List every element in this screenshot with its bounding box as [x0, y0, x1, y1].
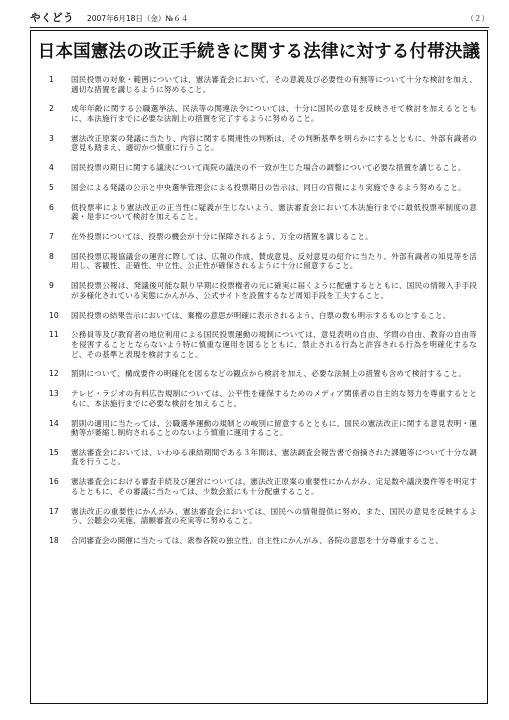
resolution-item	[47, 232, 477, 242]
item-text: 公務員等及び教育者の地位利用による国民投票運動の規制については、意見表明の自由、学問の自由、教育の自由等を侵害することとならないよう特に慎重な運用を図るとともに、禁止される行為と許容される行為を明確化するなど、その基準と表現を検討すること。	[71, 330, 477, 359]
item-text: 罰則について、構成要件の明確化を図るなどの観点から検討を加え、必要な法制上の措置も含めて検討すること。	[71, 369, 467, 379]
resolution-item	[47, 419, 477, 438]
issue-date: 2007年6月18日（金）№６４	[87, 14, 189, 23]
item-text: 国民投票広報協議会の運営に際しては、広報の作成、賛成意見、反対意見の紹介に当たり、外部有識者の知見等を活用し、客観性、正確性、中立性、公正性が確保されるように十分に留意すること。	[71, 251, 477, 271]
item-text: 成年年齢に関する公職選挙法、民法等の関連法令については、十分に国民の意見を反映させて検討を加えるとともに、本法施行までに必要な法制上の措置を完了するように努めること。	[71, 104, 477, 123]
resolution-item	[47, 75, 477, 94]
resolution-item	[47, 448, 477, 467]
item-text: 国会による発議の公示と中央選挙管理会による投票期日の告示は、同日の官報により実施できるよう努めること。	[71, 182, 466, 192]
item-text: 罰則の適用に当たっては、公職選挙運動の規制との峻別に留意するとともに、国民の憲法改正に関する意見表明・運動等が萎縮し制約されることのないよう慎重に運用すること。	[71, 418, 477, 438]
item-number: 14	[49, 418, 59, 428]
item-number: 2	[49, 104, 54, 114]
resolution-list	[47, 75, 477, 556]
newsletter-logo: やくどう	[30, 12, 74, 24]
resolution-item	[47, 134, 477, 153]
item-number: 8	[49, 251, 54, 261]
item-number: 13	[49, 389, 59, 399]
item-number: 3	[49, 133, 54, 143]
document-title: 日本国憲法の改正手続きに関する法律に対する付帯決議	[37, 42, 481, 62]
header-divider	[30, 27, 489, 28]
resolution-item	[47, 252, 477, 271]
resolution-item	[47, 477, 477, 496]
item-number: 12	[49, 369, 59, 379]
item-text: 在外投票については、投票の機会が十分に保障されるよう、万全の措置を講じること。	[71, 232, 373, 242]
page-header	[30, 12, 489, 26]
page-number: （２）	[466, 14, 489, 23]
item-text: 国民投票の対象・範囲については、憲法審査会において、その意義及び必要性の有無等について十分な検討を加え、適切な措置を講じるように努めること。	[71, 75, 477, 94]
resolution-item	[47, 330, 477, 359]
item-text: 国民投票の期日に関する議決について両院の議決の不一致が生じた場合の調整について必要な措置を講じること。	[71, 163, 466, 173]
resolution-item	[47, 163, 477, 173]
resolution-box	[30, 30, 488, 704]
item-text: 憲法改正の重要性にかんがみ、憲法審査会においては、国民への情報提供に努め、また、国民の意見を反映するよう、公聴会の実施、請願審査の充実等に努めること。	[71, 506, 477, 526]
item-number: 17	[49, 506, 59, 516]
item-text: 憲法改正原案の発議に当たり、内容に関する関連性の判断は、その判断基準を明らかにするとともに、外部有識者の意見も踏まえ、適切かつ慎重に行うこと。	[71, 133, 477, 153]
resolution-item	[47, 536, 477, 546]
item-number: 6	[49, 202, 54, 212]
item-text: 低投票率により憲法改正の正当性に疑義が生じないよう、憲法審査会において本法施行までに最低投票率制度の意義・是非について検討を加えること。	[71, 202, 477, 222]
item-number: 1	[49, 75, 54, 84]
item-text: 合同審査会の開催に当たっては、衆参各院の独立性、自主性にかんがみ、各院の意思を十分尊重すること。	[71, 536, 444, 545]
item-number: 18	[49, 536, 59, 545]
item-text: テレビ・ラジオの有料広告規制については、公平性を確保するためのメディア関係者の自主的な努力を尊重するとともに、本法施行までに必要な検討を加えること。	[71, 389, 477, 408]
resolution-item	[47, 369, 477, 379]
resolution-item	[47, 507, 477, 526]
item-number: 16	[49, 477, 59, 487]
item-text: 憲法審査会における審査手続及び運営については、憲法改正原案の重要性にかんがみ、定足数や議決要件等を明定するとともに、その審議に当たっては、少数会派にも十分配慮すること。	[71, 477, 477, 496]
item-text: 憲法審査会においては、いわゆる凍結期間である３年間は、憲法調査会報告書で指摘された課題等について十分な調査を行うこと。	[71, 447, 477, 467]
item-number: 15	[49, 447, 59, 457]
item-text: 国民投票公報は、発議後可能な限り早期に投票権者の元に確実に届くように配慮するとともに、国民の情報入手手段が多様化されている実態にかんがみ、公式サイトを設置するなど周知手段を工夫すること。	[71, 281, 477, 300]
item-number: 5	[49, 182, 54, 192]
item-number: 9	[49, 281, 54, 291]
resolution-item	[47, 183, 477, 193]
resolution-item	[47, 203, 477, 222]
item-number: 7	[49, 232, 54, 242]
item-number: 11	[49, 330, 59, 340]
resolution-item	[47, 281, 477, 300]
item-number: 10	[49, 310, 59, 320]
item-text: 国民投票の結果告示においては、棄権の意思が明確に表示されるよう、白票の数も明示するものとすること。	[71, 310, 451, 320]
resolution-item	[47, 104, 477, 123]
item-number: 4	[49, 163, 54, 173]
resolution-item	[47, 311, 477, 321]
resolution-item	[47, 389, 477, 408]
